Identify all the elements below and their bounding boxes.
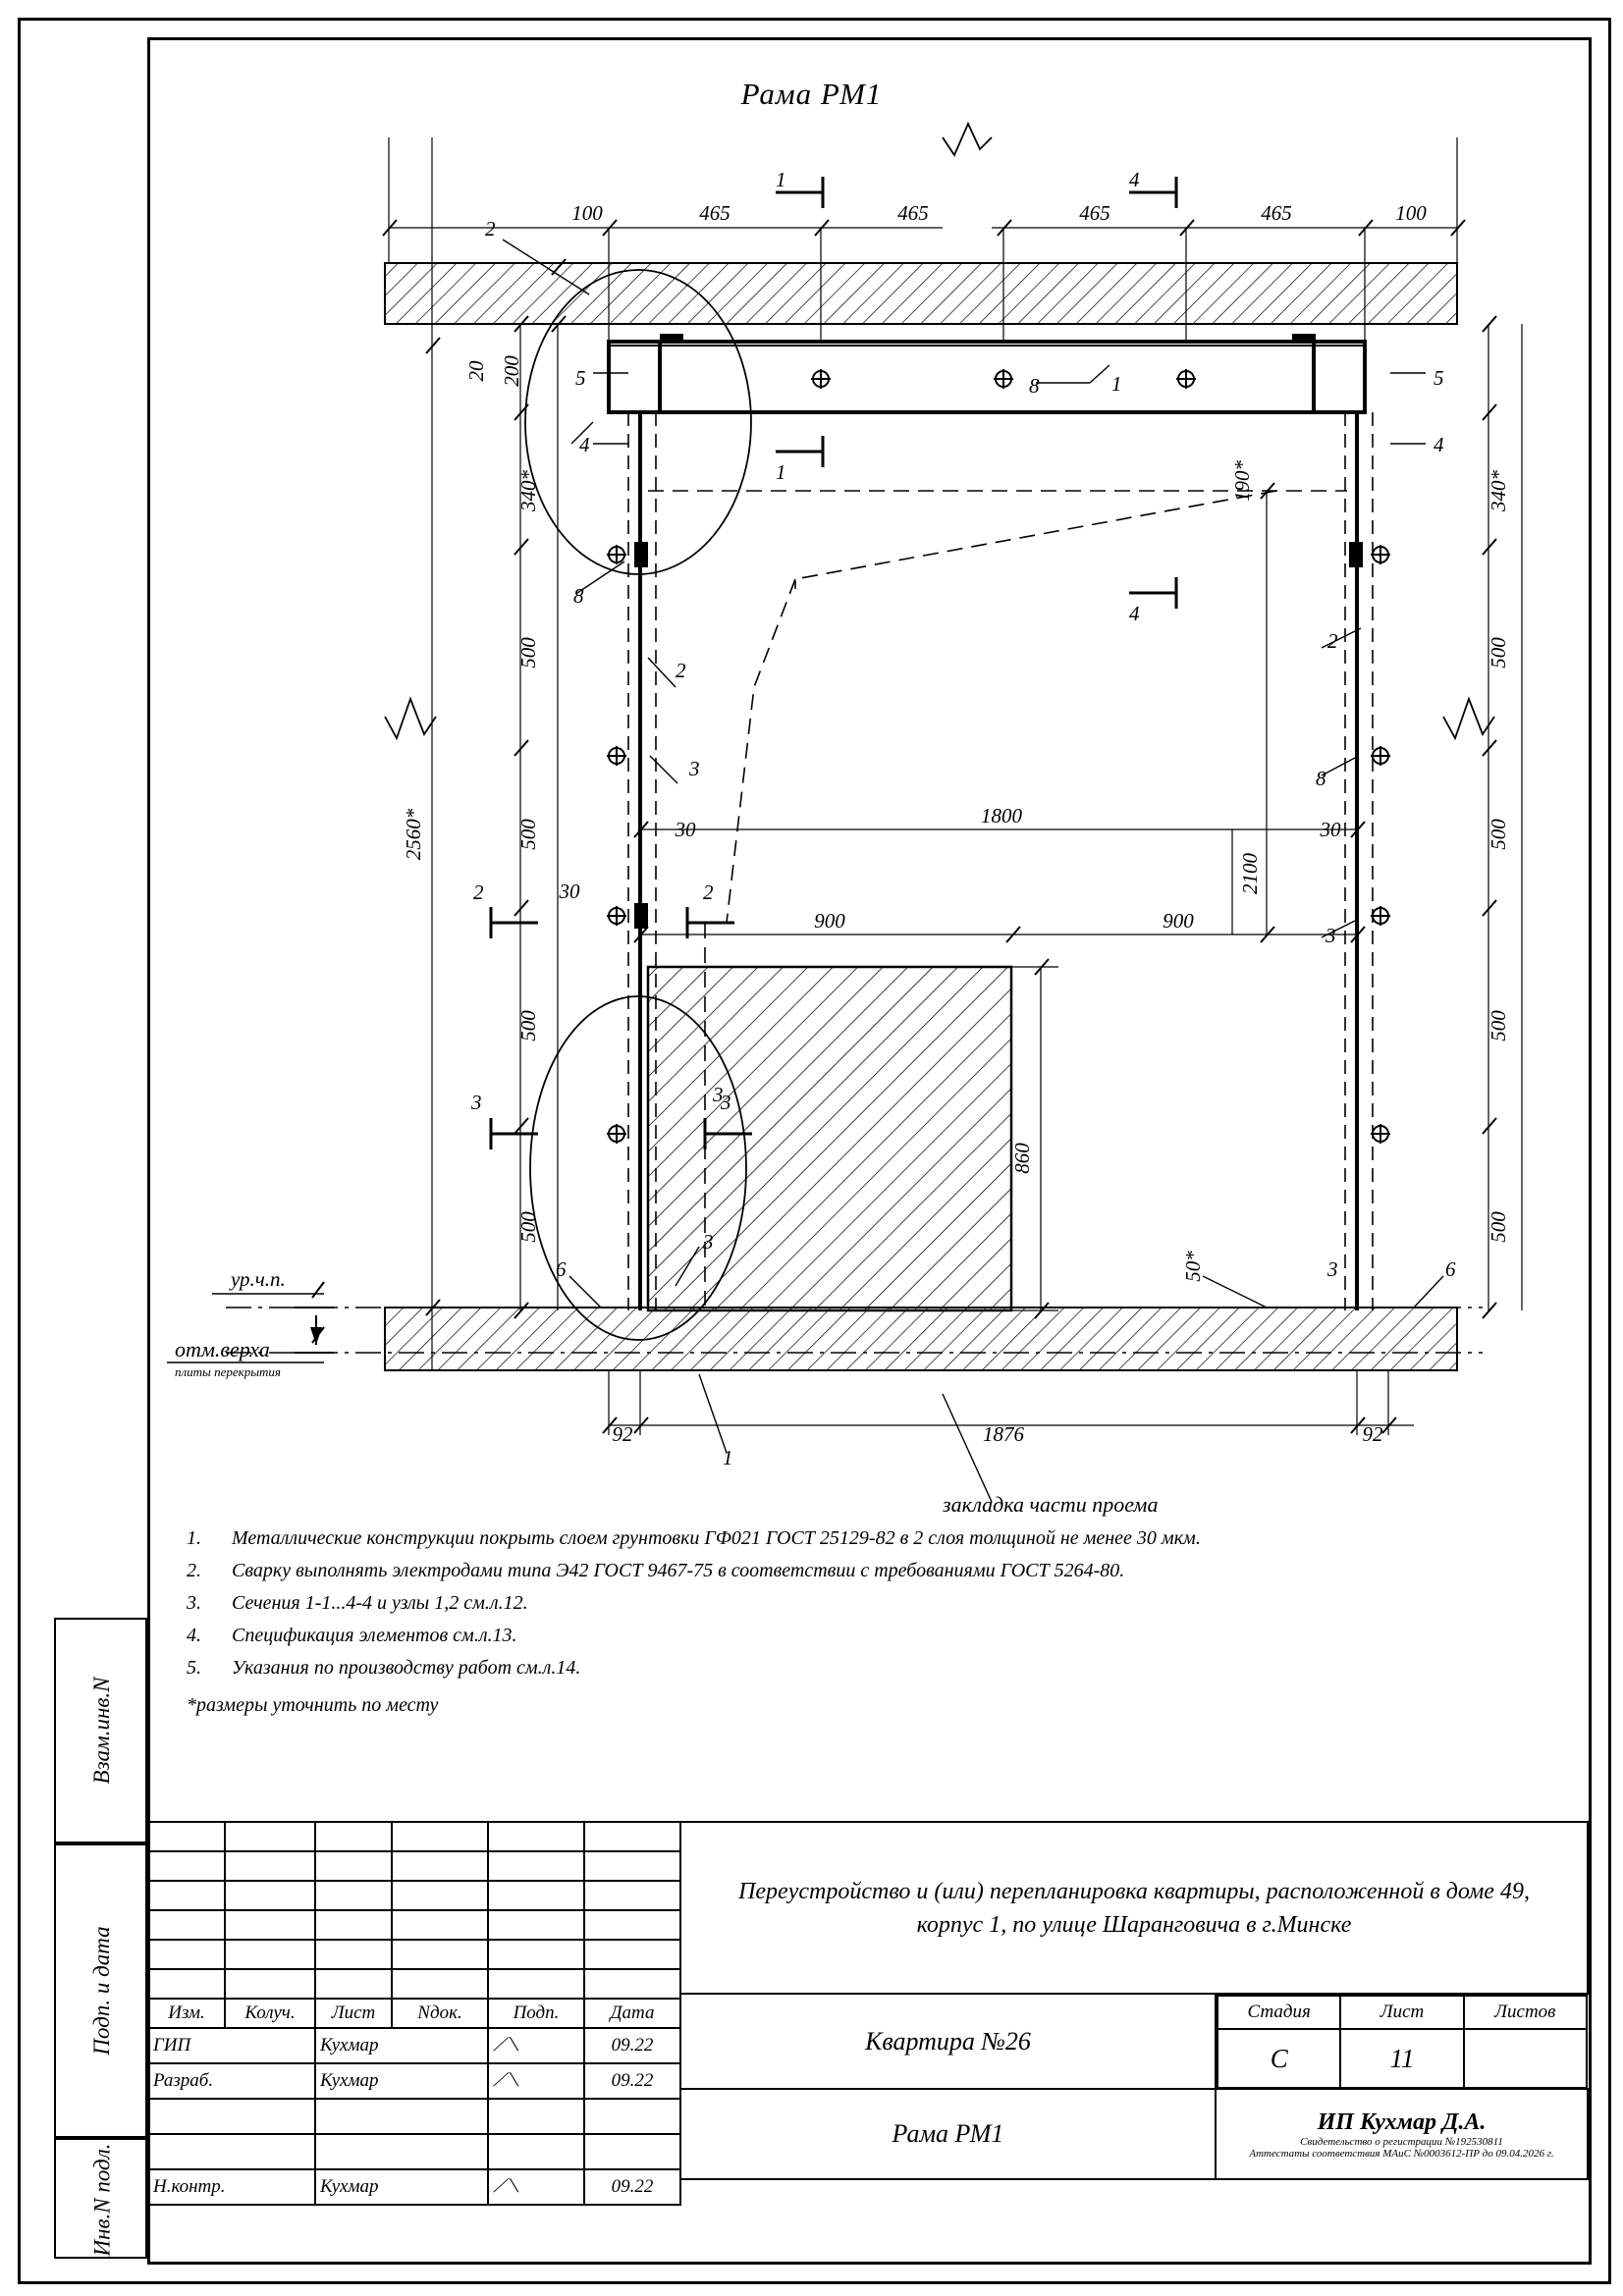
company-cert-2: Аттестаты соответствия МАиС №0003612-ПР до 09.04.2026 г. [1249, 2147, 1554, 2160]
dim-92-left: 92 [612, 1422, 633, 1446]
dim-92-right: 92 [1362, 1422, 1383, 1446]
mark-3-inner: 3 [713, 1083, 724, 1106]
dim-50: 50* [1181, 1251, 1205, 1282]
mark-3-low: 3 [703, 1230, 714, 1254]
dim-900-left: 900 [814, 909, 845, 933]
mark-top-sublabel: плиты перекрытия [175, 1364, 281, 1379]
note-number: 2. [187, 1560, 201, 1581]
dim-30-left: 30 [675, 818, 696, 841]
side-label-inv-podl: Инв.N подл. [89, 2143, 115, 2257]
stamp-date-0: 09.22 [584, 2028, 680, 2063]
mark-top-label: отм.верха [175, 1337, 270, 1362]
dim-1876: 1876 [983, 1422, 1024, 1446]
note-item [187, 1523, 1502, 1554]
note-text: Металлические конструкции покрыть слоем грунтовки ГФ021 ГОСТ 25129-82 в 2 слоя толщиной не менее 30 мкм. [232, 1527, 1201, 1549]
closure-label: закладка части проема [943, 1492, 1159, 1517]
revision-table [147, 1821, 681, 2206]
company-cert-1: Свидетельство о регистрации №192530811 [1300, 2135, 1503, 2148]
dim-500-l2: 500 [516, 819, 540, 850]
dim-2100: 2100 [1238, 853, 1262, 894]
stamp-name-3 [315, 2134, 488, 2169]
note-number: 3. [187, 1592, 201, 1614]
apartment-title: Квартира №26 [680, 1994, 1216, 2089]
level-top-label: ур.ч.п. [231, 1267, 286, 1291]
mark-3-bottom-right: 3 [1327, 1257, 1338, 1281]
dim-465-3: 465 [1079, 201, 1110, 225]
note-footnote: *размеры уточнить по месту [187, 1694, 439, 1716]
section-4-top: 4 [1129, 168, 1140, 191]
sheets-value [1464, 2029, 1587, 2088]
sheet-header: Лист [1340, 1996, 1463, 2029]
side-label-vzam: Взам.инв.N [89, 1677, 114, 1785]
mark-8-beam: 8 [1029, 374, 1040, 398]
dim-500-l3: 500 [516, 1010, 540, 1041]
section-1-top: 1 [776, 168, 786, 191]
stage-value: С [1217, 2029, 1340, 2088]
page-title: Рама РМ1 [740, 77, 883, 111]
note-item [187, 1556, 1502, 1586]
dim-860: 860 [1010, 1143, 1034, 1174]
note-text: Указания по производству работ см.л.14. [232, 1657, 581, 1679]
mark-2-right: 2 [1327, 629, 1338, 653]
dim-30-right: 30 [1320, 818, 1341, 841]
project-object-title: Переустройство и (или) перепланировка квартиры, расположенной в доме 49, корпус 1, по улице Шаранговича в г.Минске [680, 1822, 1588, 1994]
mark-4-left: 4 [579, 433, 590, 456]
dim-190: 190* [1230, 460, 1254, 502]
sheets-header: Листов [1464, 1996, 1587, 2029]
stamp-role-1: Разраб. [148, 2063, 315, 2099]
stamp-role-4: Н.контр. [148, 2169, 315, 2205]
sheet-value: 11 [1340, 2029, 1463, 2088]
stamp-role-3 [148, 2134, 315, 2169]
note-text: Сечения 1-1...4-4 и узлы 1,2 см.л.12. [232, 1592, 528, 1614]
side-label-podp-data: Подп. и дата [89, 1926, 114, 2056]
dim-340-left: 340* [516, 470, 540, 511]
note-item [187, 1653, 1502, 1683]
note-number: 4. [187, 1625, 201, 1646]
dim-500-l1: 500 [516, 637, 540, 668]
side-block-inv [54, 2138, 147, 2259]
dim-20: 20 [464, 360, 488, 382]
company-name: ИП Кухмар Д.А. [1317, 2109, 1487, 2135]
dim-2560: 2560* [402, 808, 425, 861]
mark-6-right: 6 [1445, 1257, 1456, 1281]
dim-200: 200 [500, 355, 523, 387]
mark-3-left: 3 [689, 757, 700, 780]
mark-6-left: 6 [556, 1257, 567, 1281]
dim-30-mid: 30 [559, 880, 580, 903]
stamp-sign-1: ⟋⟍ [488, 2063, 584, 2099]
drawing-name: Рама РМ1 [680, 2089, 1216, 2179]
dim-500-r1: 500 [1487, 637, 1510, 668]
mark-4-right: 4 [1434, 433, 1444, 456]
rev-header-ndok: Nдок. [392, 1999, 488, 2028]
stamp-sign-0: ⟋⟍ [488, 2028, 584, 2063]
mark-2-top: 2 [485, 217, 496, 240]
stamp-name-2 [315, 2099, 488, 2134]
section-4-mid: 4 [1129, 602, 1140, 625]
note-item [187, 1621, 1502, 1651]
stamp-date-4: 09.22 [584, 2169, 680, 2205]
note-item [187, 1588, 1502, 1619]
title-block-right [679, 1821, 1589, 2180]
stamp-date-3 [584, 2134, 680, 2169]
side-block-vzam [54, 1618, 147, 1843]
mark-5-left: 5 [575, 366, 586, 390]
rev-header-izm: Изм. [148, 1999, 225, 2028]
note-number: 5. [187, 1657, 201, 1679]
section-3-right: 3 [721, 1091, 731, 1114]
note-text: Сварку выполнять электродами типа Э42 ГОСТ 9467-75 в соответствии с требованиями ГОСТ 5264-80. [232, 1560, 1125, 1581]
stamp-sign-2 [488, 2099, 584, 2134]
rev-header-data: Дата [584, 1999, 680, 2028]
section-2-right: 2 [703, 881, 714, 904]
stamp-name-1: Кухмар [315, 2063, 488, 2099]
mark-1-beam: 1 [1111, 372, 1122, 396]
dim-1800: 1800 [981, 804, 1022, 828]
stamp-role-2 [148, 2099, 315, 2134]
dim-100-right: 100 [1395, 201, 1427, 225]
stage-header: Стадия [1217, 1996, 1340, 2029]
section-1-bottom: 1 [776, 460, 786, 484]
dim-500-r3: 500 [1487, 1010, 1510, 1041]
stamp-role-0: ГИП [148, 2028, 315, 2063]
dim-465-2: 465 [897, 201, 929, 225]
dim-465-1: 465 [699, 201, 730, 225]
notes-block [187, 1523, 1502, 1721]
dim-500-r2: 500 [1487, 819, 1510, 850]
section-3-left: 3 [471, 1091, 482, 1114]
rev-header-kol: Колуч. [225, 1999, 315, 2028]
dim-500-l4: 500 [516, 1211, 540, 1243]
rev-header-podp: Подп. [488, 1999, 584, 2028]
mark-8-right: 8 [1316, 767, 1326, 790]
rev-header-list: Лист [315, 1999, 392, 2028]
stamp-sign-3 [488, 2134, 584, 2169]
section-2-left: 2 [473, 881, 484, 904]
mark-3-right: 3 [1325, 924, 1336, 947]
stamp-date-2 [584, 2099, 680, 2134]
dim-340-right: 340* [1487, 470, 1510, 511]
note-number: 1. [187, 1527, 201, 1549]
dim-500-r4: 500 [1487, 1211, 1510, 1243]
mark-2-left: 2 [676, 659, 686, 682]
mark-5-right: 5 [1434, 366, 1444, 390]
note-text: Спецификация элементов см.л.13. [232, 1625, 517, 1646]
stamp-date-1: 09.22 [584, 2063, 680, 2099]
stamp-sign-4: ⟋⟍ [488, 2169, 584, 2205]
stamp-name-0: Кухмар [315, 2028, 488, 2063]
dim-100-left: 100 [571, 201, 603, 225]
side-block-podp [54, 1843, 147, 2138]
stamp-name-4: Кухмар [315, 2169, 488, 2205]
dim-465-4: 465 [1261, 201, 1292, 225]
dim-900-right: 900 [1163, 909, 1194, 933]
mark-8-post: 8 [573, 584, 584, 608]
mark-1-bottom: 1 [723, 1446, 733, 1469]
